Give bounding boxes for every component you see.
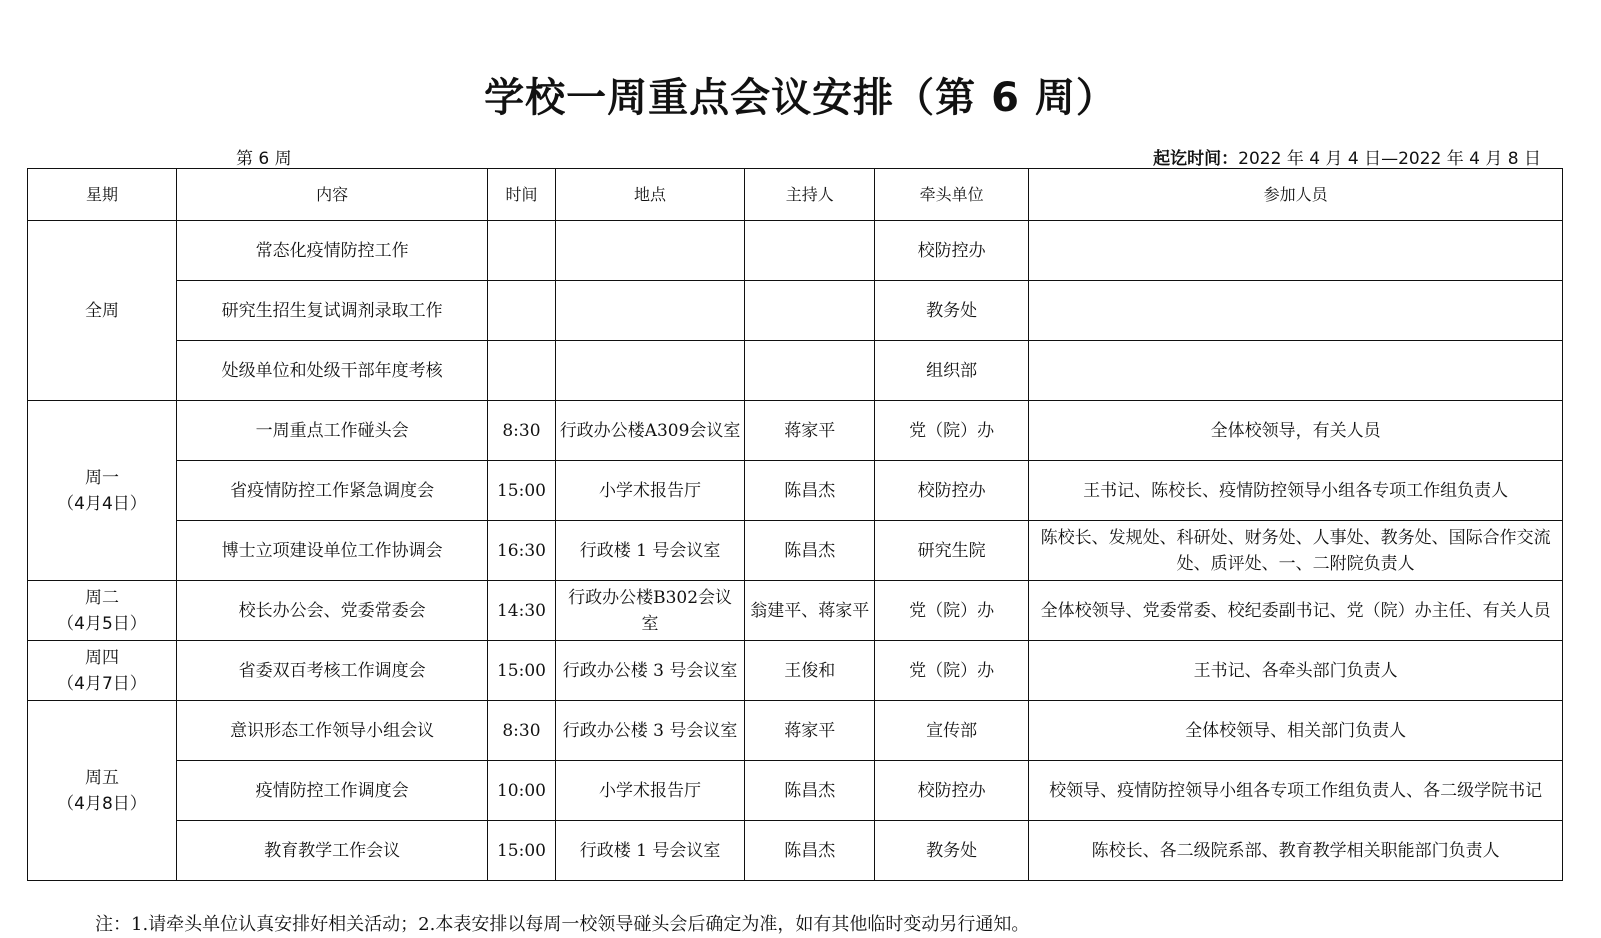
meeting-place	[555, 281, 745, 341]
attendees: 校领导、疫情防控领导小组各专项工作组负责人、各二级学院书记	[1029, 761, 1563, 821]
header-cell: 内容	[177, 169, 488, 221]
day-date: （4月8日）	[57, 793, 147, 814]
header-cell: 星期	[28, 169, 177, 221]
header-cell: 主持人	[745, 169, 875, 221]
header-cell: 地点	[555, 169, 745, 221]
lead-unit: 党（院）办	[875, 401, 1029, 461]
day-name: 全周	[85, 300, 119, 321]
meeting-host	[745, 281, 875, 341]
header-row	[28, 169, 1563, 221]
attendees: 王书记、陈校长、疫情防控领导小组各专项工作组负责人	[1029, 461, 1563, 521]
meeting-content: 博士立项建设单位工作协调会	[177, 521, 488, 581]
header-cell: 牵头单位	[875, 169, 1029, 221]
meeting-place: 行政楼 1 号会议室	[555, 821, 745, 881]
table-row	[28, 581, 1563, 641]
day-name: 周四	[85, 647, 119, 668]
lead-unit: 党（院）办	[875, 641, 1029, 701]
meeting-time	[488, 341, 555, 401]
table-row	[28, 341, 1563, 401]
attendees	[1029, 221, 1563, 281]
lead-unit: 宣传部	[875, 701, 1029, 761]
meeting-place: 行政办公楼 3 号会议室	[555, 641, 745, 701]
meeting-host: 陈昌杰	[745, 461, 875, 521]
meeting-host	[745, 221, 875, 281]
meeting-content: 教育教学工作会议	[177, 821, 488, 881]
attendees	[1029, 341, 1563, 401]
day-date: （4月7日）	[57, 673, 147, 694]
meeting-content: 一周重点工作碰头会	[177, 401, 488, 461]
meeting-host: 陈昌杰	[745, 521, 875, 581]
day-date: （4月5日）	[57, 613, 147, 634]
lead-unit: 校防控办	[875, 761, 1029, 821]
table-row	[28, 821, 1563, 881]
meeting-content: 处级单位和处级干部年度考核	[177, 341, 488, 401]
schedule-table	[27, 168, 1563, 881]
attendees: 全体校领导、相关部门负责人	[1029, 701, 1563, 761]
day-name: 周一	[85, 467, 119, 488]
lead-unit: 校防控办	[875, 461, 1029, 521]
table-row	[28, 281, 1563, 341]
meeting-place: 小学术报告厅	[555, 761, 745, 821]
lead-unit: 校防控办	[875, 221, 1029, 281]
meeting-place	[555, 341, 745, 401]
meeting-content: 省疫情防控工作紧急调度会	[177, 461, 488, 521]
meeting-content: 省委双百考核工作调度会	[177, 641, 488, 701]
header-cell: 参加人员	[1029, 169, 1563, 221]
meeting-time: 8:30	[488, 701, 555, 761]
table-row	[28, 221, 1563, 281]
lead-unit: 党（院）办	[875, 581, 1029, 641]
meeting-time: 15:00	[488, 641, 555, 701]
attendees	[1029, 281, 1563, 341]
attendees: 王书记、各牵头部门负责人	[1029, 641, 1563, 701]
meeting-time: 15:00	[488, 821, 555, 881]
day-cell	[28, 701, 177, 881]
meeting-content: 意识形态工作领导小组会议	[177, 701, 488, 761]
meeting-host: 翁建平、蒋家平	[745, 581, 875, 641]
meeting-host: 蒋家平	[745, 401, 875, 461]
meeting-time: 8:30	[488, 401, 555, 461]
meeting-content: 疫情防控工作调度会	[177, 761, 488, 821]
day-name: 周五	[85, 767, 119, 788]
meeting-place: 行政楼 1 号会议室	[555, 521, 745, 581]
day-date: （4月4日）	[57, 493, 147, 514]
lead-unit: 研究生院	[875, 521, 1029, 581]
meeting-place: 行政办公楼B302会议室	[555, 581, 745, 641]
day-name: 周二	[85, 587, 119, 608]
footnote: 注：1.请牵头单位认真安排好相关活动；2.本表安排以每周一校领导碰头会后确定为准，如有其他临时变动另行通知。	[95, 914, 1030, 935]
meeting-time: 15:00	[488, 461, 555, 521]
meeting-place: 行政办公楼A309会议室	[555, 401, 745, 461]
attendees: 陈校长、发规处、科研处、财务处、人事处、教务处、国际合作交流处、质评处、一、二附院负责人	[1029, 521, 1563, 581]
day-cell	[28, 581, 177, 641]
lead-unit: 教务处	[875, 821, 1029, 881]
meeting-content: 校长办公会、党委常委会	[177, 581, 488, 641]
header-cell: 时间	[488, 169, 555, 221]
date-range	[1153, 144, 1541, 169]
meeting-content: 常态化疫情防控工作	[177, 221, 488, 281]
attendees: 全体校领导，有关人员	[1029, 401, 1563, 461]
day-cell	[28, 221, 177, 401]
day-cell	[28, 401, 177, 581]
table-row	[28, 461, 1563, 521]
meeting-host: 陈昌杰	[745, 761, 875, 821]
meeting-content: 研究生招生复试调剂录取工作	[177, 281, 488, 341]
date-range-label: 起讫时间：	[1153, 149, 1239, 169]
meeting-place	[555, 221, 745, 281]
meeting-host: 蒋家平	[745, 701, 875, 761]
meeting-place: 小学术报告厅	[555, 461, 745, 521]
meeting-time: 16:30	[488, 521, 555, 581]
meeting-time: 10:00	[488, 761, 555, 821]
meeting-host	[745, 341, 875, 401]
table-row	[28, 761, 1563, 821]
lead-unit: 组织部	[875, 341, 1029, 401]
meeting-host: 陈昌杰	[745, 821, 875, 881]
meeting-time	[488, 281, 555, 341]
meeting-place: 行政办公楼 3 号会议室	[555, 701, 745, 761]
attendees: 全体校领导、党委常委、校纪委副书记、党（院）办主任、有关人员	[1029, 581, 1563, 641]
meeting-time	[488, 221, 555, 281]
meeting-host: 王俊和	[745, 641, 875, 701]
table-row	[28, 641, 1563, 701]
meeting-time: 14:30	[488, 581, 555, 641]
table-row	[28, 521, 1563, 581]
week-label: 第 6 周	[236, 149, 292, 169]
lead-unit: 教务处	[875, 281, 1029, 341]
table-row	[28, 401, 1563, 461]
attendees: 陈校长、各二级院系部、教育教学相关职能部门负责人	[1029, 821, 1563, 881]
table-row	[28, 701, 1563, 761]
date-range-value: 2022 年 4 月 4 日—2022 年 4 月 8 日	[1238, 149, 1541, 169]
page-title: 学校一周重点会议安排（第 6 周）	[484, 75, 1117, 121]
day-cell	[28, 641, 177, 701]
